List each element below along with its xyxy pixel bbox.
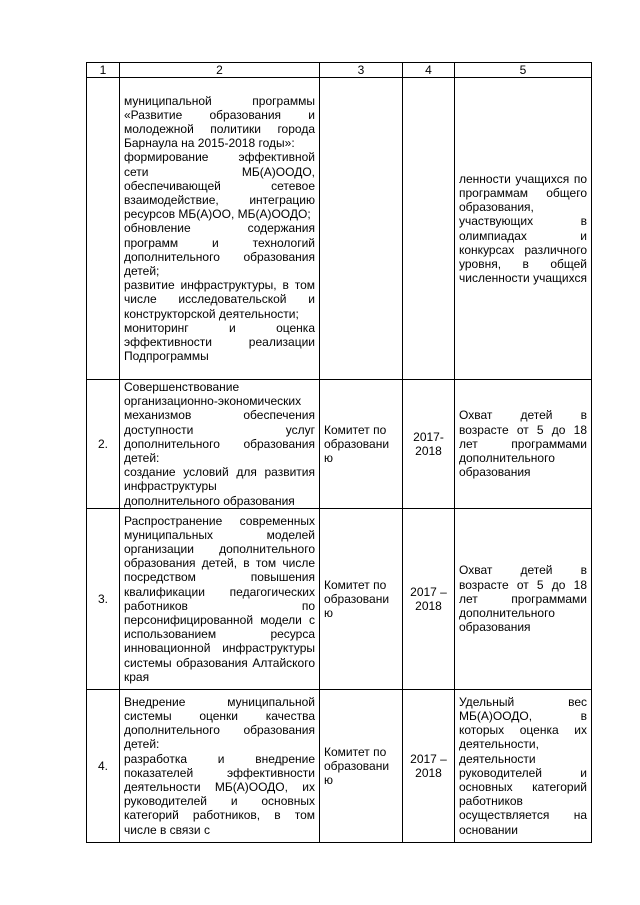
row-number: 2.: [87, 380, 120, 509]
implementation-period: 2017 – 2018: [403, 689, 455, 842]
responsible-executor: Комитет по образовани ю: [320, 689, 403, 842]
responsible-executor: Комитет по образовани ю: [320, 380, 403, 509]
column-header-5: 5: [455, 63, 592, 78]
measure-description: Совершенствование организационно-экономических механизмов обеспечения доступности услуг дополнительного образования детей: создание условий для развития инфраструктуры дополнительного образования: [120, 380, 320, 509]
row-number: [87, 78, 120, 380]
measure-description: муниципальной программы «Развитие образования и молодежной политики города Барнаула на 2015-2018 годы»: формирование эффективной сети МБ(А)ООДО, обеспечивающей сетевое взаимодействие, интеграцию ресурсов МБ(А)ОО, МБ(А)ООДО; обновление содержания программ и технологий дополнительного образования детей; развитие инфраструктуры, в том числе исследовательской и конструкторской деятельности; мониторинг и оценка эффективности реализации Подпрограммы: [120, 78, 320, 380]
measure-description: Распространение современных муниципальных моделей организации дополнительного образования детей, в том числе посредством повышения квалификации педагогических работников по персонифицированной модели с использованием ресурса инновационной инфраструктуры системы образования Алтайского края: [120, 508, 320, 689]
row-number: 4.: [87, 689, 120, 842]
table-row: [87, 508, 592, 689]
measure-description: Внедрение муниципальной системы оценки качества дополнительного образования детей: разработка и внедрение показателей эффективности деятельности МБ(А)ООДО, их руководителей и основных категорий работников, в том числе в связи с: [120, 689, 320, 842]
column-header-2: 2: [120, 63, 320, 78]
implementation-period: 2017-2018: [403, 380, 455, 509]
indicator-text: Удельный вес МБ(А)ООДО, в которых оценка их деятельности, деятельности руководителей и основных категорий работников осуществляется на основании: [455, 689, 592, 842]
table-row: [87, 689, 592, 842]
row-number: 3.: [87, 508, 120, 689]
table-row: [87, 78, 592, 380]
column-header-4: 4: [403, 63, 455, 78]
table-header-row: [87, 63, 592, 78]
implementation-period: [403, 78, 455, 380]
measures-table: [86, 62, 592, 843]
responsible-executor: [320, 78, 403, 380]
implementation-period: 2017 – 2018: [403, 508, 455, 689]
column-header-3: 3: [320, 63, 403, 78]
responsible-executor: Комитет по образовани ю: [320, 508, 403, 689]
indicator-text: ленности учащихся по программам общего образования, участвующих в олимпиадах и конкурсах различного уровня, в общей численности учащихся: [455, 78, 592, 380]
indicator-text: Охват детей в возрасте от 5 до 18 лет программами дополнительного образования: [455, 508, 592, 689]
indicator-text: Охват детей в возрасте от 5 до 18 лет программами дополнительного образования: [455, 380, 592, 509]
table-row: [87, 380, 592, 509]
column-header-1: 1: [87, 63, 120, 78]
